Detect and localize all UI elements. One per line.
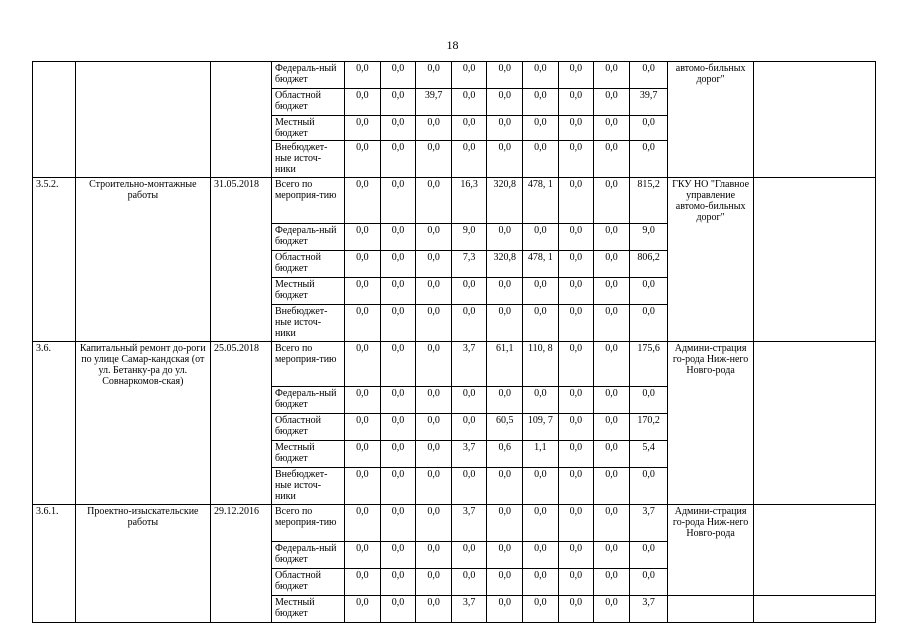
row-name-cell [75,223,210,250]
empty-cell [753,304,875,341]
table-row [33,341,876,387]
value-cell: 0,0 [416,277,452,304]
value-cell: 0,0 [416,141,452,178]
table-row [33,304,876,341]
value-cell: 0,0 [594,441,630,468]
value-cell: 0,0 [345,569,381,596]
value-cell: 0,0 [416,414,452,441]
empty-cell [753,441,875,468]
value-cell: 0,0 [523,596,559,623]
row-date-cell [210,596,271,623]
page-number: 18 [446,38,459,52]
row-date-cell [210,542,271,569]
row-date-cell: 29.12.2016 [210,505,271,542]
responsible-cell [668,250,753,277]
value-cell: 3,7 [451,341,487,387]
value-cell: 0,0 [345,89,381,116]
value-cell: 3,7 [451,505,487,542]
row-code-cell: 3.6. [33,341,76,387]
value-cell: 0,0 [594,569,630,596]
row-code-cell [33,414,76,441]
row-date-cell: 31.05.2018 [210,178,271,224]
value-cell: 16,3 [451,178,487,224]
value-cell: 1,1 [523,441,559,468]
value-cell: 0,0 [345,223,381,250]
value-cell: 0,0 [558,250,594,277]
value-cell: 0,0 [345,596,381,623]
value-cell: 0,0 [558,116,594,141]
value-cell: 0,0 [594,341,630,387]
row-code-cell [33,223,76,250]
responsible-cell [668,441,753,468]
value-cell: 0,0 [629,569,668,596]
value-cell: 0,0 [345,116,381,141]
row-name-cell [75,62,210,89]
value-cell: 0,0 [345,141,381,178]
value-cell: 0,0 [345,441,381,468]
funding-source-cell: Областной бюджет [271,250,344,277]
row-date-cell [210,89,271,116]
value-cell: 0,0 [594,505,630,542]
value-cell: 0,0 [345,505,381,542]
value-cell: 0,0 [451,387,487,414]
value-cell: 0,0 [558,89,594,116]
responsible-cell: Админи-страция го-рода Ниж-него Новго-рода [668,505,753,542]
value-cell: 0,0 [487,277,523,304]
funding-source-cell: Внебюджет-ные источ-ники [271,141,344,178]
empty-cell [753,414,875,441]
value-cell: 0,0 [487,387,523,414]
responsible-cell [668,542,753,569]
value-cell: 478, 1 [523,178,559,224]
value-cell: 0,0 [594,178,630,224]
row-date-cell [210,223,271,250]
empty-cell [753,505,875,542]
value-cell: 0,0 [380,441,416,468]
row-name-cell [75,387,210,414]
value-cell: 3,7 [629,596,668,623]
value-cell: 0,0 [558,141,594,178]
value-cell: 0,0 [558,304,594,341]
row-date-cell [210,468,271,505]
row-code-cell [33,387,76,414]
value-cell: 109, 7 [523,414,559,441]
value-cell: 0,0 [380,468,416,505]
value-cell: 0,0 [487,141,523,178]
row-date-cell [210,141,271,178]
table-row [33,116,876,141]
row-name-cell: Строительно-монтажные работы [75,178,210,224]
row-code-cell [33,62,76,89]
row-date-cell [210,387,271,414]
value-cell: 0,0 [523,116,559,141]
row-date-cell [210,277,271,304]
value-cell: 0,0 [416,468,452,505]
table-row [33,596,876,623]
value-cell: 0,0 [380,62,416,89]
value-cell: 0,0 [594,304,630,341]
value-cell: 9,0 [451,223,487,250]
row-name-cell [75,569,210,596]
row-name-cell [75,277,210,304]
value-cell: 0,0 [629,542,668,569]
value-cell: 0,0 [523,62,559,89]
value-cell: 3,7 [629,505,668,542]
row-date-cell [210,569,271,596]
empty-cell [753,89,875,116]
row-code-cell [33,441,76,468]
empty-cell [753,468,875,505]
responsible-cell [668,414,753,441]
row-name-cell: Проектно-изыскательские работы [75,505,210,542]
value-cell: 0,0 [523,223,559,250]
value-cell: 0,0 [629,116,668,141]
value-cell: 0,0 [558,596,594,623]
value-cell: 0,0 [523,505,559,542]
value-cell: 0,0 [594,596,630,623]
value-cell: 0,0 [523,141,559,178]
funding-source-cell: Федераль-ный бюджет [271,62,344,89]
value-cell: 0,0 [345,468,381,505]
row-name-cell [75,89,210,116]
row-date-cell: 25.05.2018 [210,341,271,387]
table-row [33,178,876,224]
row-code-cell [33,596,76,623]
table-row [33,141,876,178]
value-cell: 0,0 [416,178,452,224]
row-name-cell [75,250,210,277]
empty-cell [753,62,875,89]
value-cell: 0,0 [487,569,523,596]
value-cell: 0,0 [380,505,416,542]
value-cell: 0,0 [345,62,381,89]
value-cell: 5,4 [629,441,668,468]
empty-cell [753,569,875,596]
value-cell: 0,0 [416,505,452,542]
funding-source-cell: Областной бюджет [271,89,344,116]
value-cell: 0,0 [451,542,487,569]
row-name-cell [75,468,210,505]
value-cell: 0,0 [629,277,668,304]
value-cell: 0,0 [629,468,668,505]
value-cell: 0,0 [594,62,630,89]
responsible-cell [668,596,753,623]
value-cell: 60,5 [487,414,523,441]
table-row [33,505,876,542]
value-cell: 0,0 [558,277,594,304]
empty-cell [753,387,875,414]
funding-source-cell: Местный бюджет [271,116,344,141]
value-cell: 0,0 [594,277,630,304]
value-cell: 0,0 [523,569,559,596]
value-cell: 0,6 [487,441,523,468]
empty-cell [753,542,875,569]
value-cell: 175,6 [629,341,668,387]
row-code-cell [33,250,76,277]
value-cell: 0,0 [558,341,594,387]
table-row [33,468,876,505]
value-cell: 0,0 [594,250,630,277]
responsible-cell: автомо-бильных дорог" [668,62,753,89]
value-cell: 0,0 [558,387,594,414]
value-cell: 0,0 [629,141,668,178]
table-row [33,89,876,116]
responsible-cell [668,277,753,304]
value-cell: 0,0 [523,277,559,304]
value-cell: 0,0 [558,569,594,596]
value-cell: 0,0 [523,304,559,341]
funding-source-cell: Местный бюджет [271,277,344,304]
value-cell: 61,1 [487,341,523,387]
value-cell: 3,7 [451,441,487,468]
value-cell: 0,0 [451,141,487,178]
value-cell: 0,0 [558,414,594,441]
value-cell: 0,0 [416,441,452,468]
table-row [33,277,876,304]
empty-cell [753,141,875,178]
row-name-cell [75,441,210,468]
value-cell: 320,8 [487,178,523,224]
responsible-cell [668,116,753,141]
table-row [33,441,876,468]
value-cell: 0,0 [629,62,668,89]
value-cell: 0,0 [380,277,416,304]
value-cell: 0,0 [487,505,523,542]
row-name-cell [75,116,210,141]
value-cell: 0,0 [594,468,630,505]
value-cell: 0,0 [380,116,416,141]
budget-table [32,61,876,623]
value-cell: 0,0 [345,387,381,414]
value-cell: 7,3 [451,250,487,277]
value-cell: 0,0 [558,223,594,250]
row-name-cell [75,414,210,441]
table-row [33,62,876,89]
value-cell: 0,0 [594,542,630,569]
value-cell: 0,0 [523,468,559,505]
value-cell: 0,0 [487,596,523,623]
funding-source-cell: Всего по мероприя-тию [271,505,344,542]
value-cell: 0,0 [558,505,594,542]
row-code-cell [33,116,76,141]
value-cell: 0,0 [345,542,381,569]
funding-source-cell: Внебюджет-ные источ-ники [271,468,344,505]
value-cell: 0,0 [487,89,523,116]
value-cell: 0,0 [558,441,594,468]
empty-cell [753,223,875,250]
value-cell: 0,0 [451,62,487,89]
value-cell: 0,0 [523,542,559,569]
row-code-cell [33,542,76,569]
value-cell: 0,0 [380,596,416,623]
empty-cell [753,178,875,224]
value-cell: 0,0 [380,569,416,596]
value-cell: 0,0 [380,341,416,387]
value-cell: 0,0 [416,341,452,387]
value-cell: 0,0 [594,116,630,141]
responsible-cell: Админи-страция го-рода Ниж-него Новго-рода [668,341,753,387]
row-date-cell [210,250,271,277]
value-cell: 0,0 [416,542,452,569]
value-cell: 0,0 [558,542,594,569]
value-cell: 0,0 [594,89,630,116]
value-cell: 0,0 [629,387,668,414]
value-cell: 0,0 [487,223,523,250]
table-row [33,569,876,596]
responsible-cell [668,569,753,596]
responsible-cell: ГКУ НО "Главное управление автомо-бильных дорог" [668,178,753,224]
value-cell: 0,0 [345,414,381,441]
funding-source-cell: Федераль-ный бюджет [271,542,344,569]
value-cell: 0,0 [416,569,452,596]
row-code-cell [33,304,76,341]
value-cell: 0,0 [558,62,594,89]
value-cell: 110, 8 [523,341,559,387]
row-date-cell [210,414,271,441]
value-cell: 806,2 [629,250,668,277]
value-cell: 0,0 [451,414,487,441]
table-row [33,223,876,250]
value-cell: 0,0 [594,223,630,250]
value-cell: 0,0 [416,116,452,141]
row-name-cell [75,542,210,569]
value-cell: 478, 1 [523,250,559,277]
value-cell: 0,0 [345,250,381,277]
value-cell: 0,0 [416,250,452,277]
funding-source-cell: Местный бюджет [271,596,344,623]
row-date-cell [210,304,271,341]
value-cell: 0,0 [380,223,416,250]
row-date-cell [210,116,271,141]
value-cell: 0,0 [558,178,594,224]
row-code-cell [33,89,76,116]
value-cell: 815,2 [629,178,668,224]
value-cell: 0,0 [451,116,487,141]
empty-cell [753,277,875,304]
empty-cell [753,341,875,387]
responsible-cell [668,223,753,250]
value-cell: 0,0 [629,304,668,341]
value-cell: 0,0 [451,304,487,341]
funding-source-cell: Всего по мероприя-тию [271,178,344,224]
responsible-cell [668,304,753,341]
row-name-cell [75,596,210,623]
value-cell: 0,0 [487,304,523,341]
value-cell: 0,0 [558,468,594,505]
empty-cell [753,116,875,141]
value-cell: 0,0 [451,89,487,116]
value-cell: 0,0 [380,414,416,441]
row-code-cell [33,569,76,596]
row-code-cell: 3.5.2. [33,178,76,224]
value-cell: 0,0 [523,387,559,414]
funding-source-cell: Федераль-ный бюджет [271,223,344,250]
value-cell: 0,0 [487,542,523,569]
value-cell: 320,8 [487,250,523,277]
funding-source-cell: Областной бюджет [271,569,344,596]
funding-source-cell: Местный бюджет [271,441,344,468]
value-cell: 0,0 [380,141,416,178]
table-row [33,542,876,569]
value-cell: 0,0 [345,304,381,341]
table-row [33,387,876,414]
row-code-cell [33,141,76,178]
row-code-cell: 3.6.1. [33,505,76,542]
responsible-cell [668,387,753,414]
value-cell: 0,0 [380,178,416,224]
value-cell: 0,0 [451,468,487,505]
value-cell: 0,0 [487,116,523,141]
value-cell: 0,0 [487,62,523,89]
responsible-cell [668,141,753,178]
row-code-cell [33,468,76,505]
value-cell: 0,0 [345,277,381,304]
value-cell: 0,0 [380,304,416,341]
empty-cell [753,596,875,623]
value-cell: 0,0 [523,89,559,116]
empty-cell [753,250,875,277]
value-cell: 170,2 [629,414,668,441]
value-cell: 0,0 [451,569,487,596]
value-cell: 0,0 [416,387,452,414]
value-cell: 0,0 [380,542,416,569]
funding-source-cell: Внебюджет-ные источ-ники [271,304,344,341]
row-name-cell [75,141,210,178]
table-body [33,62,876,623]
value-cell: 0,0 [380,89,416,116]
table-row [33,250,876,277]
value-cell: 0,0 [451,277,487,304]
row-code-cell [33,277,76,304]
value-cell: 0,0 [594,414,630,441]
funding-source-cell: Всего по мероприя-тию [271,341,344,387]
value-cell: 39,7 [416,89,452,116]
funding-source-cell: Федераль-ный бюджет [271,387,344,414]
value-cell: 0,0 [416,223,452,250]
table-row [33,414,876,441]
value-cell: 0,0 [380,387,416,414]
value-cell: 0,0 [416,304,452,341]
funding-source-cell: Областной бюджет [271,414,344,441]
row-date-cell [210,62,271,89]
value-cell: 0,0 [416,62,452,89]
row-name-cell: Капитальный ремонт до-роги по улице Самар-кандская (от ул. Бетанку-ра до ул. Совнаркомов-ская) [75,341,210,387]
value-cell: 0,0 [380,250,416,277]
value-cell: 0,0 [345,178,381,224]
value-cell: 0,0 [594,141,630,178]
row-name-cell [75,304,210,341]
value-cell: 0,0 [594,387,630,414]
responsible-cell [668,468,753,505]
responsible-cell [668,89,753,116]
value-cell: 0,0 [345,341,381,387]
row-date-cell [210,441,271,468]
value-cell: 3,7 [451,596,487,623]
value-cell: 39,7 [629,89,668,116]
value-cell: 0,0 [416,596,452,623]
value-cell: 9,0 [629,223,668,250]
value-cell: 0,0 [487,468,523,505]
